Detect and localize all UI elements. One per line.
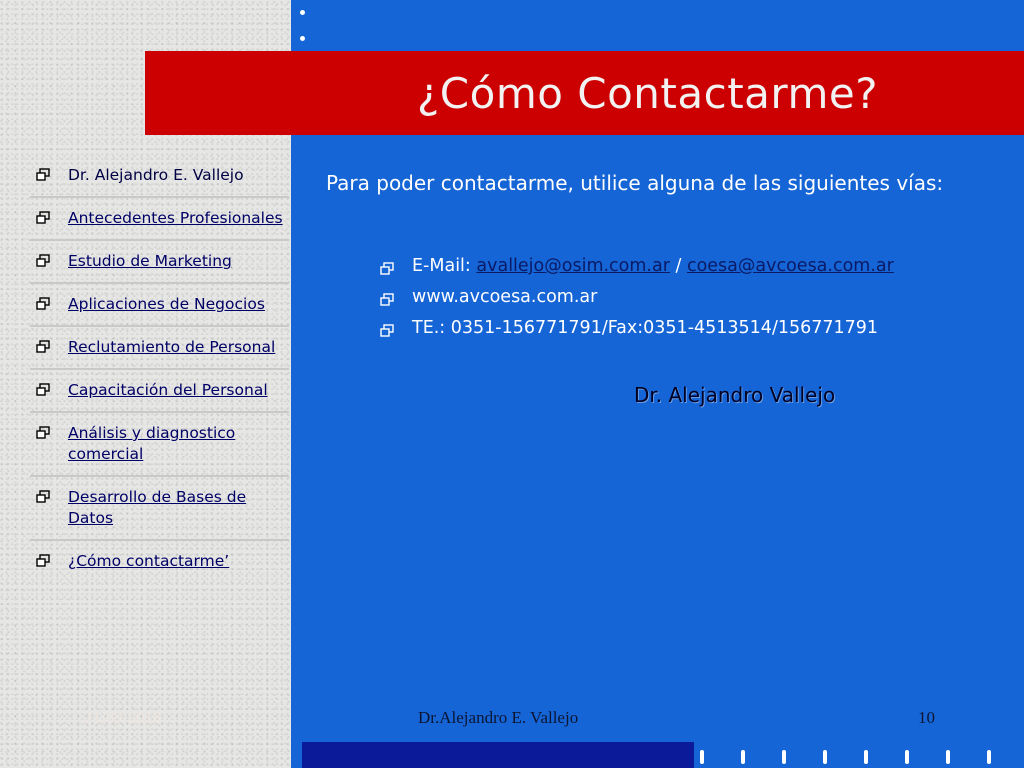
nav-item-label: Reclutamiento de Personal [68, 338, 276, 356]
slide-title: ¿Cómo Contactarme? [417, 69, 878, 118]
window-bullet-icon [36, 553, 49, 566]
window-bullet-icon [36, 489, 49, 502]
window-bullet-icon [380, 289, 394, 315]
nav-item-label: Capacitación del Personal [68, 381, 268, 399]
contact-phone [380, 315, 1020, 346]
nav-item-reclutamiento[interactable] [30, 327, 289, 370]
signature: Dr. Alejandro Vallejo [634, 383, 836, 407]
window-bullet-icon [36, 382, 49, 395]
nav-item-label: Dr. Alejandro E. Vallejo [68, 166, 244, 184]
nav-item-label: ¿Cómo contactarme’ [68, 552, 230, 570]
footer-date: 21/09/2018 [84, 708, 162, 727]
page-number: 10 [918, 708, 935, 727]
nav-item-label: Antecedentes Profesionales [68, 209, 283, 227]
nav-item-label: Aplicaciones de Negocios [68, 295, 265, 313]
window-bullet-icon [36, 253, 49, 266]
contact-list [380, 253, 1020, 346]
window-bullet-icon [36, 425, 49, 438]
title-bar [145, 51, 1024, 135]
website-text: www.avcoesa.com.ar [412, 287, 598, 307]
bottom-bar [302, 742, 694, 768]
email-separator: / [669, 256, 687, 276]
contact-email [380, 253, 1020, 284]
email-label: E-Mail: [412, 256, 477, 276]
nav-item-antecedentes[interactable] [30, 198, 289, 241]
nav-item-analisis[interactable] [30, 413, 289, 477]
nav-item-vallejo[interactable] [30, 155, 289, 198]
nav-item-label: Análisis y diagnostico comercial [68, 424, 236, 463]
nav-item-contactarme[interactable] [30, 541, 289, 582]
footer-author: Dr.Alejandro E. Vallejo [418, 708, 579, 727]
sidebar-nav [30, 155, 289, 582]
nav-item-marketing[interactable] [30, 241, 289, 284]
nav-item-capacitacion[interactable] [30, 370, 289, 413]
email-link-osim[interactable]: avallejo@osim.com.ar [476, 256, 670, 276]
nav-item-aplicaciones[interactable] [30, 284, 289, 327]
phone-text: TE.: 0351-156771791/Fax:0351-4513514/156771791 [412, 318, 879, 338]
window-bullet-icon [36, 210, 49, 223]
intro-text: Para poder contactarme, utilice alguna de las siguientes vías: [326, 171, 944, 195]
window-bullet-icon [380, 258, 394, 284]
window-bullet-icon [36, 296, 49, 309]
contact-website [380, 284, 1020, 315]
email-link-avcoesa[interactable]: coesa@avcoesa.com.ar [686, 256, 894, 276]
window-bullet-icon [36, 339, 49, 352]
nav-item-bases-datos[interactable] [30, 477, 289, 541]
nav-item-label: Desarrollo de Bases de Datos [68, 488, 247, 527]
nav-item-label: Estudio de Marketing [68, 252, 232, 270]
window-bullet-icon [380, 320, 394, 346]
window-bullet-icon [36, 167, 49, 180]
